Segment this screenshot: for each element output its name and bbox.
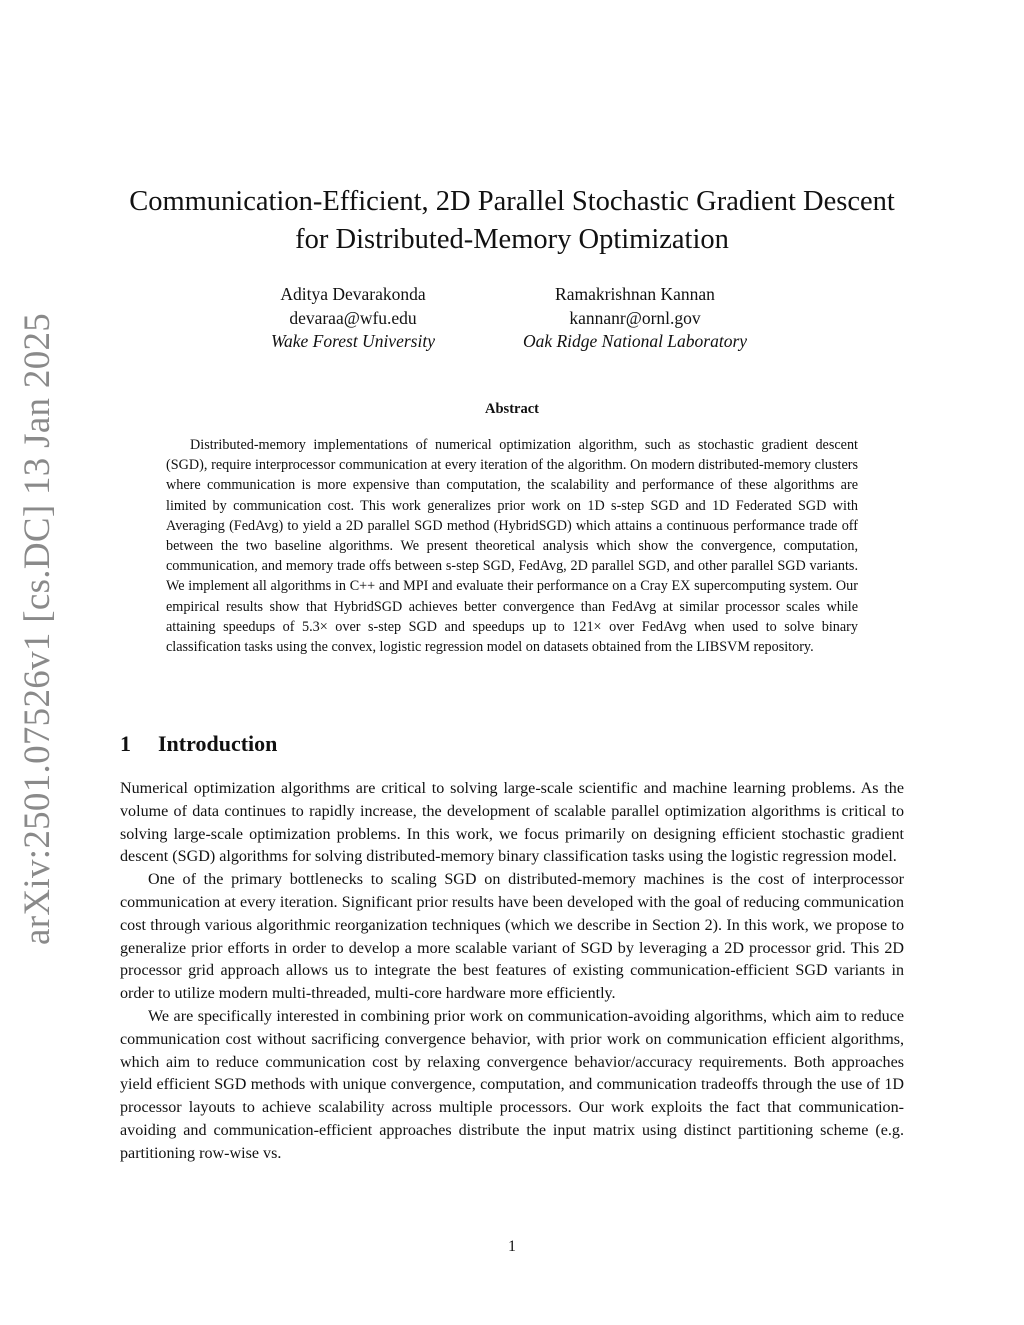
abstract-text: Distributed-memory implementations of numerical optimization algorithm, such as stochastic gradient descent (SGD), require interprocessor communication at every iteration of the algorithm. On modern distributed-memory clusters where communication is more expensive than computation, the scalability and performance of these algorithms are limited by communication cost. This work generalizes prior work on 1D s-step SGD and 1D Federated SGD with Averaging (FedAvg) to yield a 2D parallel SGD method (HybridSGD) which attains a continuous performance trade off between the two baseline algorithms. We present theoretical analysis which show the convergence, computation, communication, and memory trade offs between s-step SGD, FedAvg, 2D parallel SGD, and other parallel SGD variants. We implement all algorithms in C++ and MPI and evaluate their performance on a Cray EX supercomputing system. Our empirical results show that HybridSGD achieves better convergence than FedAvg at similar processor scales while attaining speedups of 5.3× over s-step SGD and speedups up to 121× over FedAvg when used to solve binary classification tasks using the convex, logistic regression model on datasets obtained from the LIBSVM repository. bbox=[166, 437, 858, 656]
paper-title bbox=[100, 183, 924, 259]
author-email[interactable]: devaraa@wfu.edu bbox=[289, 307, 417, 328]
intro-paragraph-1: Numerical optimization algorithms are critical to solving large-scale scientific and machine learning problems. As the volume of data continues to rapidly increase, the development of scalable parallel optimization algorithms is critical to solving large-scale optimization problems. In this work, we focus primarily on designing efficient stochastic gradient descent (SGD) algorithms for solving distributed-memory binary classification tasks using the logistic regression model. bbox=[120, 780, 904, 866]
section-heading-introduction bbox=[120, 731, 277, 757]
paper-title-line-2: for Distributed-Memory Optimization bbox=[295, 224, 729, 255]
arxiv-identifier-stamp: arXiv:2501.07526v1 [cs.DC] 13 Jan 2025 bbox=[17, 312, 58, 945]
author-email[interactable]: kannanr@ornl.gov bbox=[569, 307, 701, 328]
author-block-1 bbox=[233, 283, 473, 354]
introduction-body bbox=[120, 778, 904, 1166]
author-block-2 bbox=[490, 283, 780, 354]
author-name: Aditya Devarakonda bbox=[280, 284, 426, 304]
intro-paragraph-2: One of the primary bottlenecks to scaling SGD on distributed-memory machines is the cost of interprocessor communication at every iteration. Significant prior results have been developed with the goal of reducing communication cost through various algorithmic reorganization techniques (which we describe in Section 2). In this work, we propose to generalize prior efforts in order to develop a more scalable variant of SGD by leveraging a 2D processor grid. This 2D processor grid approach allows us to integrate the best features of existing communication-efficient SGD variants in order to utilize modern multi-threaded, multi-core hardware more efficiently. bbox=[120, 871, 904, 1003]
author-affiliation: Oak Ridge National Laboratory bbox=[522, 331, 748, 351]
section-number: 1 bbox=[120, 731, 131, 756]
intro-paragraph-3: We are specifically interested in combining prior work on communication-avoiding algorithms, which aim to reduce communication cost without sacrificing convergence behavior, with prior work on communication efficient algorithms, which aim to reduce communication cost by relaxing convergence behavior/accuracy requirements. Both approaches yield efficient SGD methods with unique convergence, computation, and communication tradeoffs through the use of 1D processor layouts to achieve scalability across multiple processors. Our work exploits the fact that communication-avoiding and communication-efficient approaches distribute the input matrix using distinct partitioning scheme (e.g. partitioning row-wise vs. bbox=[120, 1007, 904, 1162]
page-number: 1 bbox=[508, 1238, 516, 1255]
author-affiliation: Wake Forest University bbox=[271, 331, 435, 351]
section-title: Introduction bbox=[158, 731, 278, 756]
paper-title-line-1: Communication-Efficient, 2D Parallel Stochastic Gradient Descent bbox=[129, 186, 895, 217]
author-name: Ramakrishnan Kannan bbox=[555, 284, 715, 304]
abstract-heading: Abstract bbox=[485, 401, 539, 417]
